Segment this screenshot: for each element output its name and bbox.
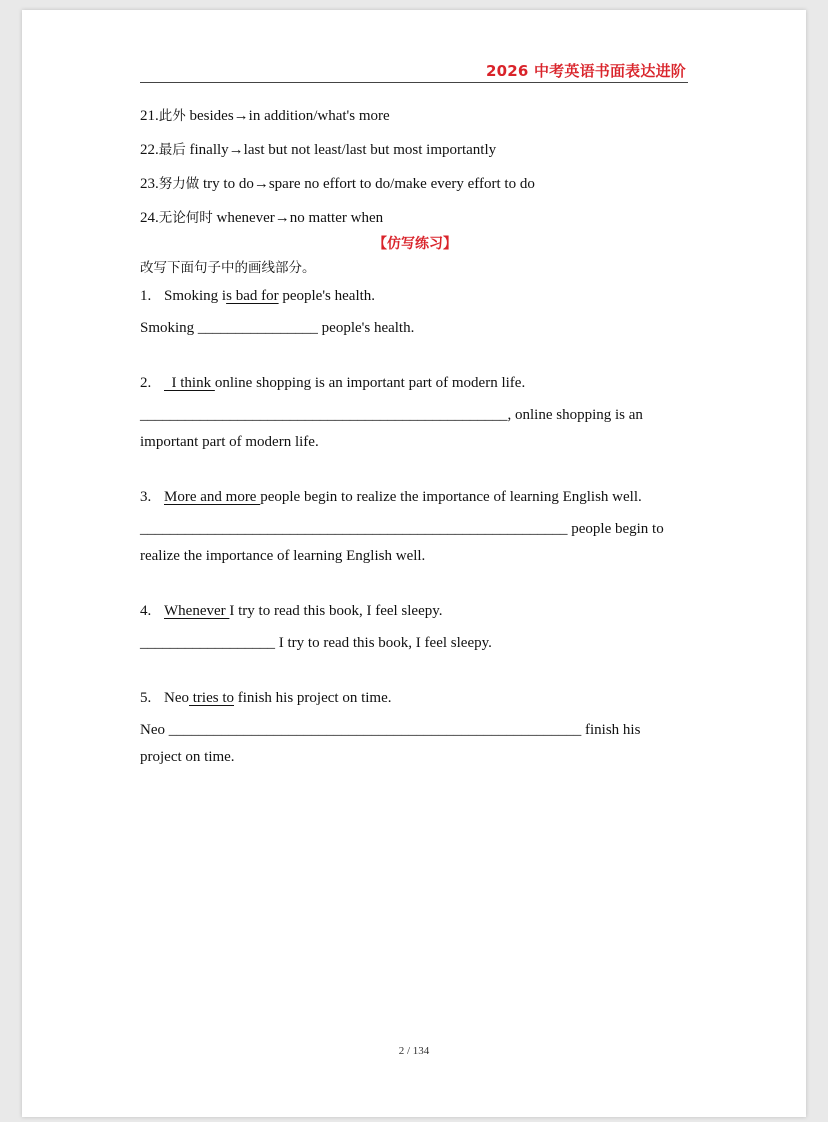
rewrite-line[interactable]: Smoking ________________ people's health.: [140, 320, 415, 336]
phrase-english: whenever→no matter when: [212, 210, 384, 226]
phrase-number: 21.: [140, 108, 159, 124]
rewrite-line[interactable]: _________________________________________________________ people begin to: [140, 521, 664, 537]
phrase-number: 24.: [140, 210, 159, 226]
rewrite-line-continued: project on time.: [140, 749, 235, 765]
phrase-item: [140, 139, 690, 173]
sentence-part: Neo: [164, 690, 189, 706]
sentence-part: I try to read this book, I feel sleepy.: [229, 603, 443, 619]
item-spacer: [140, 654, 690, 679]
rewrite-line[interactable]: Neo _______________________________________________________ finish his: [140, 722, 641, 738]
phrase-number: 22.: [140, 142, 159, 158]
page-number: 2 / 134: [398, 1045, 430, 1057]
rewrite-line[interactable]: __________________ I try to read this book, I feel sleepy.: [140, 635, 492, 651]
underlined-phrase: Whenever: [164, 603, 230, 619]
question-number: 2.: [140, 375, 152, 391]
rewrite-line-continued: important part of modern life.: [140, 434, 319, 450]
question-sentence: [140, 372, 690, 394]
header-divider: [140, 82, 688, 83]
phrase-number: 23.: [140, 176, 159, 192]
document-page: [22, 10, 806, 1117]
section-title: 【仿写练习】: [373, 236, 457, 252]
underlined-phrase: More and more: [164, 489, 261, 505]
header-title: 2026 中考英语书面表达进阶: [486, 62, 686, 80]
rewrite-line-continued: realize the importance of learning English well.: [140, 548, 426, 564]
question-sentence: [140, 600, 690, 622]
rewrite-line[interactable]: _________________________________________________, online shopping is an: [140, 407, 643, 423]
phrase-item: [140, 173, 690, 207]
question-number: 3.: [140, 489, 152, 505]
question-sentence: [140, 486, 690, 508]
sentence-part: Smoking i: [164, 288, 227, 304]
section-instruction: 改写下面句子中的画线部分。: [140, 260, 316, 276]
question-sentence: [140, 687, 690, 709]
sentence-part: finish his project on time.: [234, 690, 392, 706]
phrase-chinese: 努力做: [158, 176, 200, 192]
phrase-english: try to do→spare no effort to do/make every effort to do: [199, 176, 535, 192]
item-spacer: [140, 339, 690, 364]
phrase-english: finally→last but not least/last but most importantly: [185, 142, 497, 158]
phrase-chinese: 无论何时: [158, 210, 213, 226]
phrase-chinese: 最后: [158, 142, 186, 158]
underlined-phrase: I think: [164, 375, 215, 391]
phrase-english: besides→in addition/what's more: [185, 108, 390, 124]
question-sentence: [140, 285, 690, 307]
item-spacer: [140, 453, 690, 478]
question-number: 5.: [140, 690, 152, 706]
question-number: 1.: [140, 288, 152, 304]
phrase-chinese: 此外: [158, 108, 186, 124]
sentence-part: people's health.: [278, 288, 376, 304]
underlined-phrase: s bad for: [226, 288, 279, 304]
underlined-phrase: tries to: [189, 690, 234, 706]
item-spacer: [140, 567, 690, 592]
phrase-item: [140, 105, 690, 139]
sentence-part: online shopping is an important part of modern life.: [214, 375, 526, 391]
page-content: [140, 105, 690, 768]
question-number: 4.: [140, 603, 152, 619]
sentence-part: people begin to realize the importance of learning English well.: [260, 489, 642, 505]
